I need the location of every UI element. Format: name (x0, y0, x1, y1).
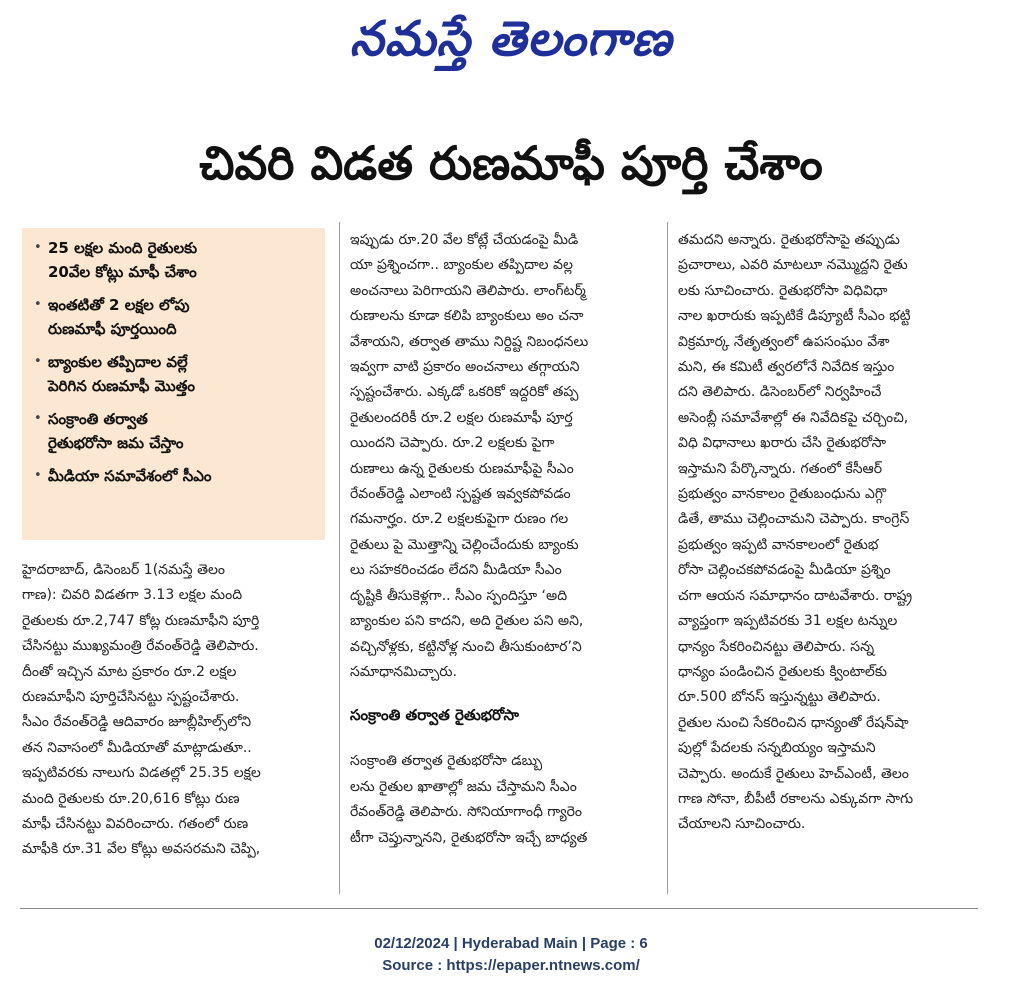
article-text-line: లను రైతుల ఖాతాల్లో జమ చేస్తామని సీఎం (350, 778, 577, 795)
highlight-text: పెరిగిన రుణమాఫీ మొత్తం (48, 377, 195, 395)
source-link: Source : https://epaper.ntnews.com/ (382, 957, 640, 974)
edition-info: 02/12/2024 | Hyderabad Main | Page : 6 (374, 935, 648, 952)
article-text-line: ధాన్యం పండించిన రైతులకు క్వింటాల్‌కు (678, 663, 887, 680)
article-text-line: గమనార్హం. రూ.2 లక్షలకుపైగా రుణం గల (350, 511, 569, 528)
article-text-line: చెప్పారు. అందుకే రైతులు హెచ్‌ఎంటీ, తెలం (678, 765, 909, 782)
highlight-text: రైతుభరోసా జమ చేస్తాం (48, 434, 184, 452)
masthead-logo: నమస్తే తెలంగాణ (349, 11, 673, 67)
article-text-line: లకు సూచించారు. రైతుభరోసా విధివిధా (678, 282, 888, 299)
highlight-item (34, 236, 317, 284)
highlight-text: ఇంతటితో 2 లక్షల లోపు (48, 296, 190, 314)
article-text-line: అసెంబ్లీ సమావేశాల్లో ఈ నివేదికపై చర్చించి, (678, 409, 909, 426)
article-text-line: మాఫీకి రూ.31 వేల కోట్లు అవసరమని చెప్పి, (22, 841, 261, 858)
article-text-line: గాణ): చివరి విడతగా 3.13 లక్షల మంది (22, 587, 243, 604)
article-text-line: రైతులు పై మొత్తాన్ని చెల్లించేందుకు బ్యాంకు (350, 536, 579, 553)
article-text-line: ఇవ్వగా వాటి ప్రకారం అంచనాలు తగ్గాయని (350, 359, 580, 376)
highlight-text: 25 లక్షల మంది రైతులకు (48, 239, 198, 257)
bullet-icon: • (34, 468, 42, 483)
highlight-item (34, 464, 317, 488)
highlight-text: రుణమాఫీ పూర్తయింది (48, 320, 177, 338)
article-text-line: దీంతో ఇచ్చిన మాట ప్రకారం రూ.2 లక్షల (22, 663, 237, 680)
article-text-line: చేయాలని సూచించారు. (678, 816, 806, 833)
bullet-icon: • (34, 297, 42, 312)
column-divider (339, 222, 340, 894)
article-text-line: రైతుల నుంచి సేకరించిన ధాన్యంతో రేషన్‌షా (678, 714, 909, 731)
highlight-text: 20వేల కోట్లు మాఫీ చేశాం (48, 263, 197, 281)
article-text-line: డితే, తాము చెల్లించామని చెప్పారు. కాంగ్రెస్ (678, 511, 910, 528)
article-text-line: ధాన్యం సేకరించినట్టు తెలిపారు. సన్న (678, 638, 875, 655)
article-text-line: వచ్చినోళ్లకు, కట్టినోళ్ల నుంచి తీసుకుంటార’ని (350, 638, 582, 655)
article-text-line: మని, ఈ కమిటీ త్వరలోనే నివేదిక ఇస్తుం (678, 359, 895, 376)
article-text-line: ఇప్పటివరకు నాలుగు విడతల్లో 25.35 లక్షల (22, 765, 261, 782)
article-text-line: పుల్లో పేదలకు సన్నబియ్యం ఇస్తామని (678, 740, 876, 757)
article-text-line: రేవంత్‌రెడ్డి ఎలాంటి స్పష్టత ఇవ్వకపోవడం (350, 486, 571, 503)
article-column-2 (350, 228, 660, 851)
article-text-line: లు సహకరించడం లేదని మీడియా సీఎం (350, 562, 562, 579)
highlight-text: బ్యాంకుల తప్పిదాల వల్లే (48, 353, 188, 371)
highlight-text: మీడియా సమావేశంలో సీఎం (48, 467, 212, 485)
article-headline: చివరి విడత రుణమాఫీ పూర్తి చేశాం (199, 136, 823, 190)
article-text-line: ప్రభుత్వం వానకాలం రైతుబంధును ఎగ్గొ (678, 486, 887, 503)
article-text-line: విధి విధానాలు ఖరారు చేసి రైతుభరోసా (678, 435, 887, 452)
article-text-line: గాణ సోనా, బీపీటీ రకాలను ఎక్కువగా సాగు (678, 790, 914, 807)
article-text-line: సంక్రాంతి తర్వాత రైతుభరోసా డబ్బు (350, 753, 543, 770)
article-text-line: వేశాయని, తర్వాత తాము నిర్దిష్ట నిబంధనలు (350, 333, 589, 350)
article-text-line: సీఎం రేవంత్‌రెడ్డి ఆదివారం జూబ్లీహిల్స్‌లోని (22, 714, 252, 731)
article-text-line: చగా ఆయన సమాధానం దాటవేశారు. రాష్ట్ర (678, 587, 913, 604)
article-text-line: రూ.500 బోనస్ ఇస్తున్నట్టు తెలిపారు. (678, 689, 881, 706)
article-text-line: ఇప్పుడు రూ.20 వేల కోట్లే చేయడంపై మీడి (350, 232, 579, 248)
article-text-line: తన నివాసంలో మీడియాతో మాట్లాడుతూ.. (22, 739, 252, 756)
bullet-icon: • (34, 411, 42, 426)
article-text-line: అంచనాలు పెరిగాయని తెలిపారు. లాంగ్‌టర్మ్ (350, 282, 586, 299)
article-text-line: రైతులకు రూ.2,747 కోట్ల రుణమాఫీని పూర్తి (22, 612, 260, 629)
highlight-text: సంక్రాంతి తర్వాత (48, 410, 148, 428)
article-text-line: ప్రభుత్వం ఇప్పటి వానకాలంలో రైతుభ (678, 536, 879, 553)
article-text-line: తమదని అన్నారు. రైతుభరోసాపై తప్పుడు (678, 232, 900, 248)
article-text-line: హైదరాబాద్, డిసెంబర్ 1(నమస్తే తెలం (22, 562, 225, 578)
article-text-line: విక్రమార్క నేతృత్వంలో ఉపసంఘం వేశా (678, 333, 890, 350)
article-text-line: మాఫీ చేసినట్టు వివరించారు. గతంలో రుణ (22, 816, 249, 833)
article-text-line: వ్యాప్తంగా ఇప్పటివరకు 31 లక్షల టన్నుల (678, 613, 898, 630)
article-text-line: నాల ఖరారుకు ఇప్పటికే డిప్యూటీ సీఎం భట్టి (678, 308, 911, 325)
article-column-3 (678, 228, 978, 838)
article-text-line: సమాధానమిచ్చారు. (350, 663, 457, 680)
article-text-line: చేసినట్టు ముఖ్యమంత్రి రేవంత్‌రెడ్డి తెలిపారు. (22, 638, 259, 655)
article-text-line: రుణాలను కూడా కలిపి బ్యాంకులు అం చనా (350, 308, 584, 325)
article-text-line: రేవంత్‌రెడ్డి తెలిపారు. సోనియాగాంధీ గ్యారెం (350, 804, 583, 821)
highlights-box (22, 228, 325, 540)
bullet-icon: • (34, 354, 42, 369)
highlight-item (34, 407, 317, 455)
article-text-line: యా ప్రశ్నించగా.. బ్యాంకుల తప్పిదాల వల్ల (350, 257, 573, 274)
article-text-line: ఇస్తామని పేర్కొన్నారు. గతంలో కేసీఆర్ (678, 460, 883, 477)
article-text-line: రైతులందరికీ రూ.2 లక్షల రుణమాఫీ పూర్త (350, 409, 573, 426)
article-text-line: టీగా చెప్తున్నానని, రైతుభరోసా ఇచ్చే బాధ్యత (350, 829, 588, 846)
article-text-line: స్పష్టంచేశారు. ఎక్కడో ఒకరికో ఇద్దరికో తప్ప (350, 384, 579, 401)
footer-divider (20, 908, 978, 909)
bullet-icon: • (34, 240, 42, 255)
article-text-line: రుణాలు ఉన్న రైతులకు రుణమాఫీపై సీఎం (350, 460, 574, 477)
article-text-line: దృష్టికి తీసుకెళ్లగా.. సీఎం స్పందిస్తూ ‘అది (350, 587, 568, 604)
article-text-line: దని తెలిపారు. డిసెంబర్‌లో నిర్వహించే (678, 384, 882, 401)
article-text-line: రోసా చెల్లించకపోవడంపై మీడియా ప్రశ్నిం (678, 562, 891, 579)
article-text-line: రుణమాఫీని పూర్తిచేసినట్టు స్పష్టంచేశారు. (22, 689, 240, 706)
article-subheading: సంక్రాంతి తర్వాత రైతుభరోసా (350, 706, 519, 725)
highlight-item (34, 350, 317, 398)
article-text-line: మంది రైతులకు రూ.20,616 కోట్లు రుణ (22, 790, 240, 807)
article-text-line: ప్రచారాలు, ఎవరి మాటలూ నమ్మొద్దని రైతు (678, 257, 908, 274)
column-divider (667, 222, 668, 894)
article-column-1 (22, 558, 325, 863)
article-text-line: యిందని చెప్పారు. రూ.2 లక్షలకు పైగా (350, 435, 555, 452)
article-text-line: బ్యాంకుల పని కాదని, అది రైతుల పని అని, (350, 613, 584, 630)
highlight-item (34, 293, 317, 341)
